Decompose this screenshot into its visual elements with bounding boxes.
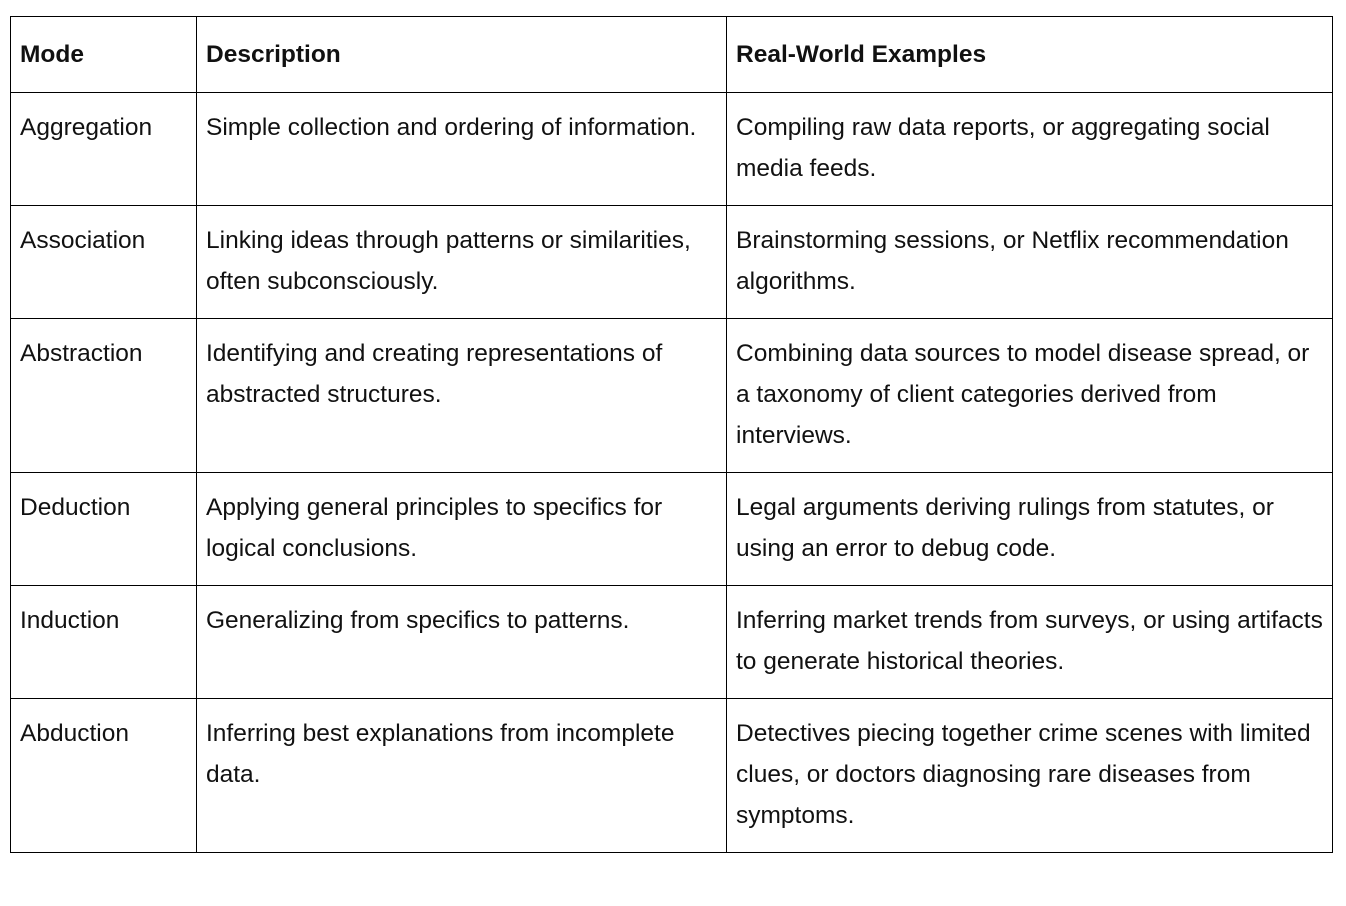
description-cell: Simple collection and ordering of information. [197,93,727,206]
header-mode: Mode [11,17,197,93]
table-row [11,93,1333,206]
examples-cell: Inferring market trends from surveys, or using artifacts to generate historical theories. [727,586,1333,699]
examples-cell: Combining data sources to model disease spread, or a taxonomy of client categories derived from interviews. [727,319,1333,473]
mode-cell: Deduction [11,473,197,586]
description-cell: Linking ideas through patterns or similarities, often subconsciously. [197,206,727,319]
mode-cell: Induction [11,586,197,699]
description-cell: Generalizing from specifics to patterns. [197,586,727,699]
table-row [11,586,1333,699]
mode-cell: Abduction [11,699,197,853]
description-cell: Identifying and creating representations of abstracted structures. [197,319,727,473]
header-examples: Real-World Examples [727,17,1333,93]
table-header-row [11,17,1333,93]
examples-cell: Brainstorming sessions, or Netflix recommendation algorithms. [727,206,1333,319]
description-cell: Applying general principles to specifics for logical conclusions. [197,473,727,586]
table-row [11,206,1333,319]
table-row [11,699,1333,853]
examples-cell: Compiling raw data reports, or aggregating social media feeds. [727,93,1333,206]
modes-table [10,16,1333,853]
mode-cell: Abstraction [11,319,197,473]
examples-cell: Detectives piecing together crime scenes with limited clues, or doctors diagnosing rare diseases from symptoms. [727,699,1333,853]
table-row [11,319,1333,473]
examples-cell: Legal arguments deriving rulings from statutes, or using an error to debug code. [727,473,1333,586]
table-row [11,473,1333,586]
mode-cell: Association [11,206,197,319]
description-cell: Inferring best explanations from incomplete data. [197,699,727,853]
header-description: Description [197,17,727,93]
mode-cell: Aggregation [11,93,197,206]
